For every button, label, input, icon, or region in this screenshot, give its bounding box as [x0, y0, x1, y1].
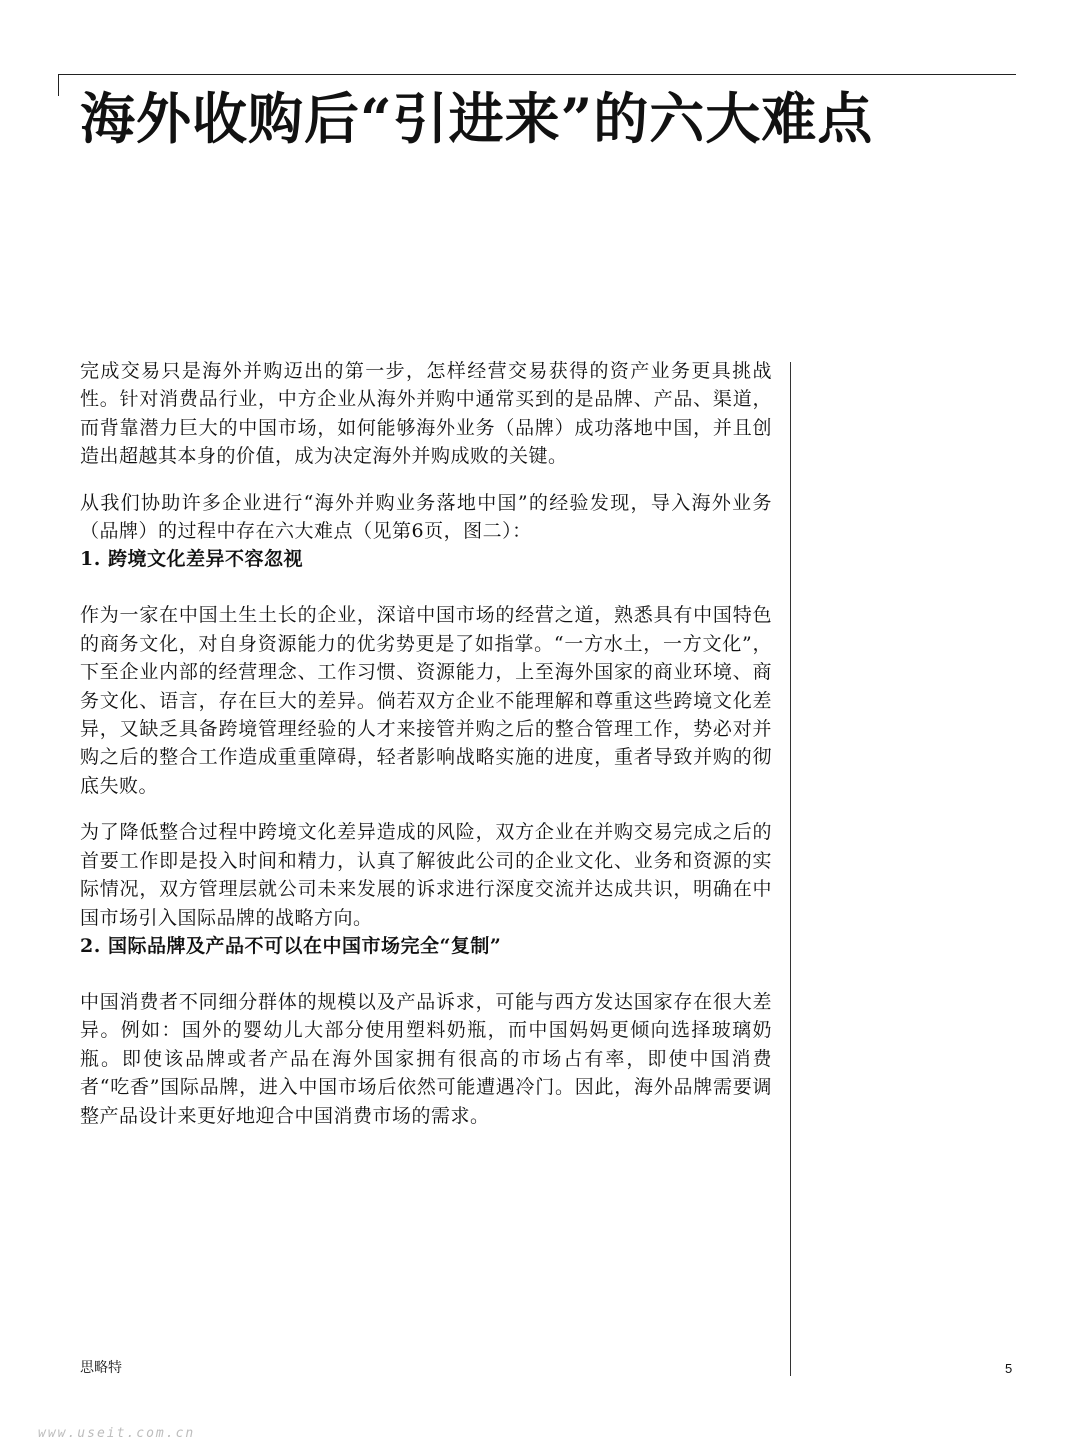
section-heading-2: 2. 国际品牌及产品不可以在中国市场完全“复制” — [80, 934, 502, 957]
footer-publisher: 思略特 — [80, 1360, 122, 1376]
article-body — [80, 357, 772, 1130]
section-heading-1: 1. 跨境文化差异不容忽视 — [80, 548, 303, 571]
column-divider — [790, 362, 791, 1376]
watermark: www.useit.com.cn — [38, 1426, 196, 1441]
page-number: 5 — [1005, 1361, 1013, 1376]
intro-paragraph-1: 完成交易只是海外并购迈出的第一步，怎样经营交易获得的资产业务更具挑战性。针对消费品行业，中方企业从海外并购中通常买到的是品牌、产品、渠道，而背靠潜力巨大的中国市场，如何能够海外业务（品牌）成功落地中国，并且创造出超越其本身的价值，成为决定海外并购成败的关键。 — [80, 360, 772, 468]
section-1-paragraph-1: 作为一家在中国土生土长的企业，深谙中国市场的经营之道，熟悉具有中国特色的商务文化，对自身资源能力的优劣势更是了如指掌。“一方水土，一方文化”，下至企业内部的经营理念、工作习惯、资源能力，上至海外国家的商业环境、商务文化、语言，存在巨大的差异。倘若双方企业不能理解和尊重这些跨境文化差异，又缺乏具备跨境管理经验的人才来接管并购之后的整合管理工作，势必对并购之后的整合工作造成重重障碍，轻者影响战略实施的进度，重者导致并购的彻底失败。 — [80, 604, 772, 797]
page-title: 海外收购后“引进来”的六大难点 — [80, 86, 874, 151]
top-rule — [58, 74, 1016, 75]
section-1-paragraph-2: 为了降低整合过程中跨境文化差异造成的风险，双方企业在并购交易完成之后的首要工作即是投入时间和精力，认真了解彼此公司的企业文化、业务和资源的实际情况，双方管理层就公司未来发展的诉求进行深度交流并达成共识，明确在中国市场引入国际品牌的战略方向。 — [80, 821, 772, 929]
section-2-paragraph-1: 中国消费者不同细分群体的规模以及产品诉求，可能与西方发达国家存在很大差异。例如：国外的婴幼儿大部分使用塑料奶瓶，而中国妈妈更倾向选择玻璃奶瓶。即使该品牌或者产品在海外国家拥有很高的市场占有率，即使中国消费者“吃香”国际品牌，进入中国市场后依然可能遭遇冷门。因此，海外品牌需要调整产品设计来更好地迎合中国消费市场的需求。 — [80, 990, 772, 1127]
intro-paragraph-2: 从我们协助许多企业进行“海外并购业务落地中国”的经验发现，导入海外业务（品牌）的过程中存在六大难点（见第6页，图二）： — [80, 491, 772, 543]
top-rule-corner — [58, 74, 59, 96]
